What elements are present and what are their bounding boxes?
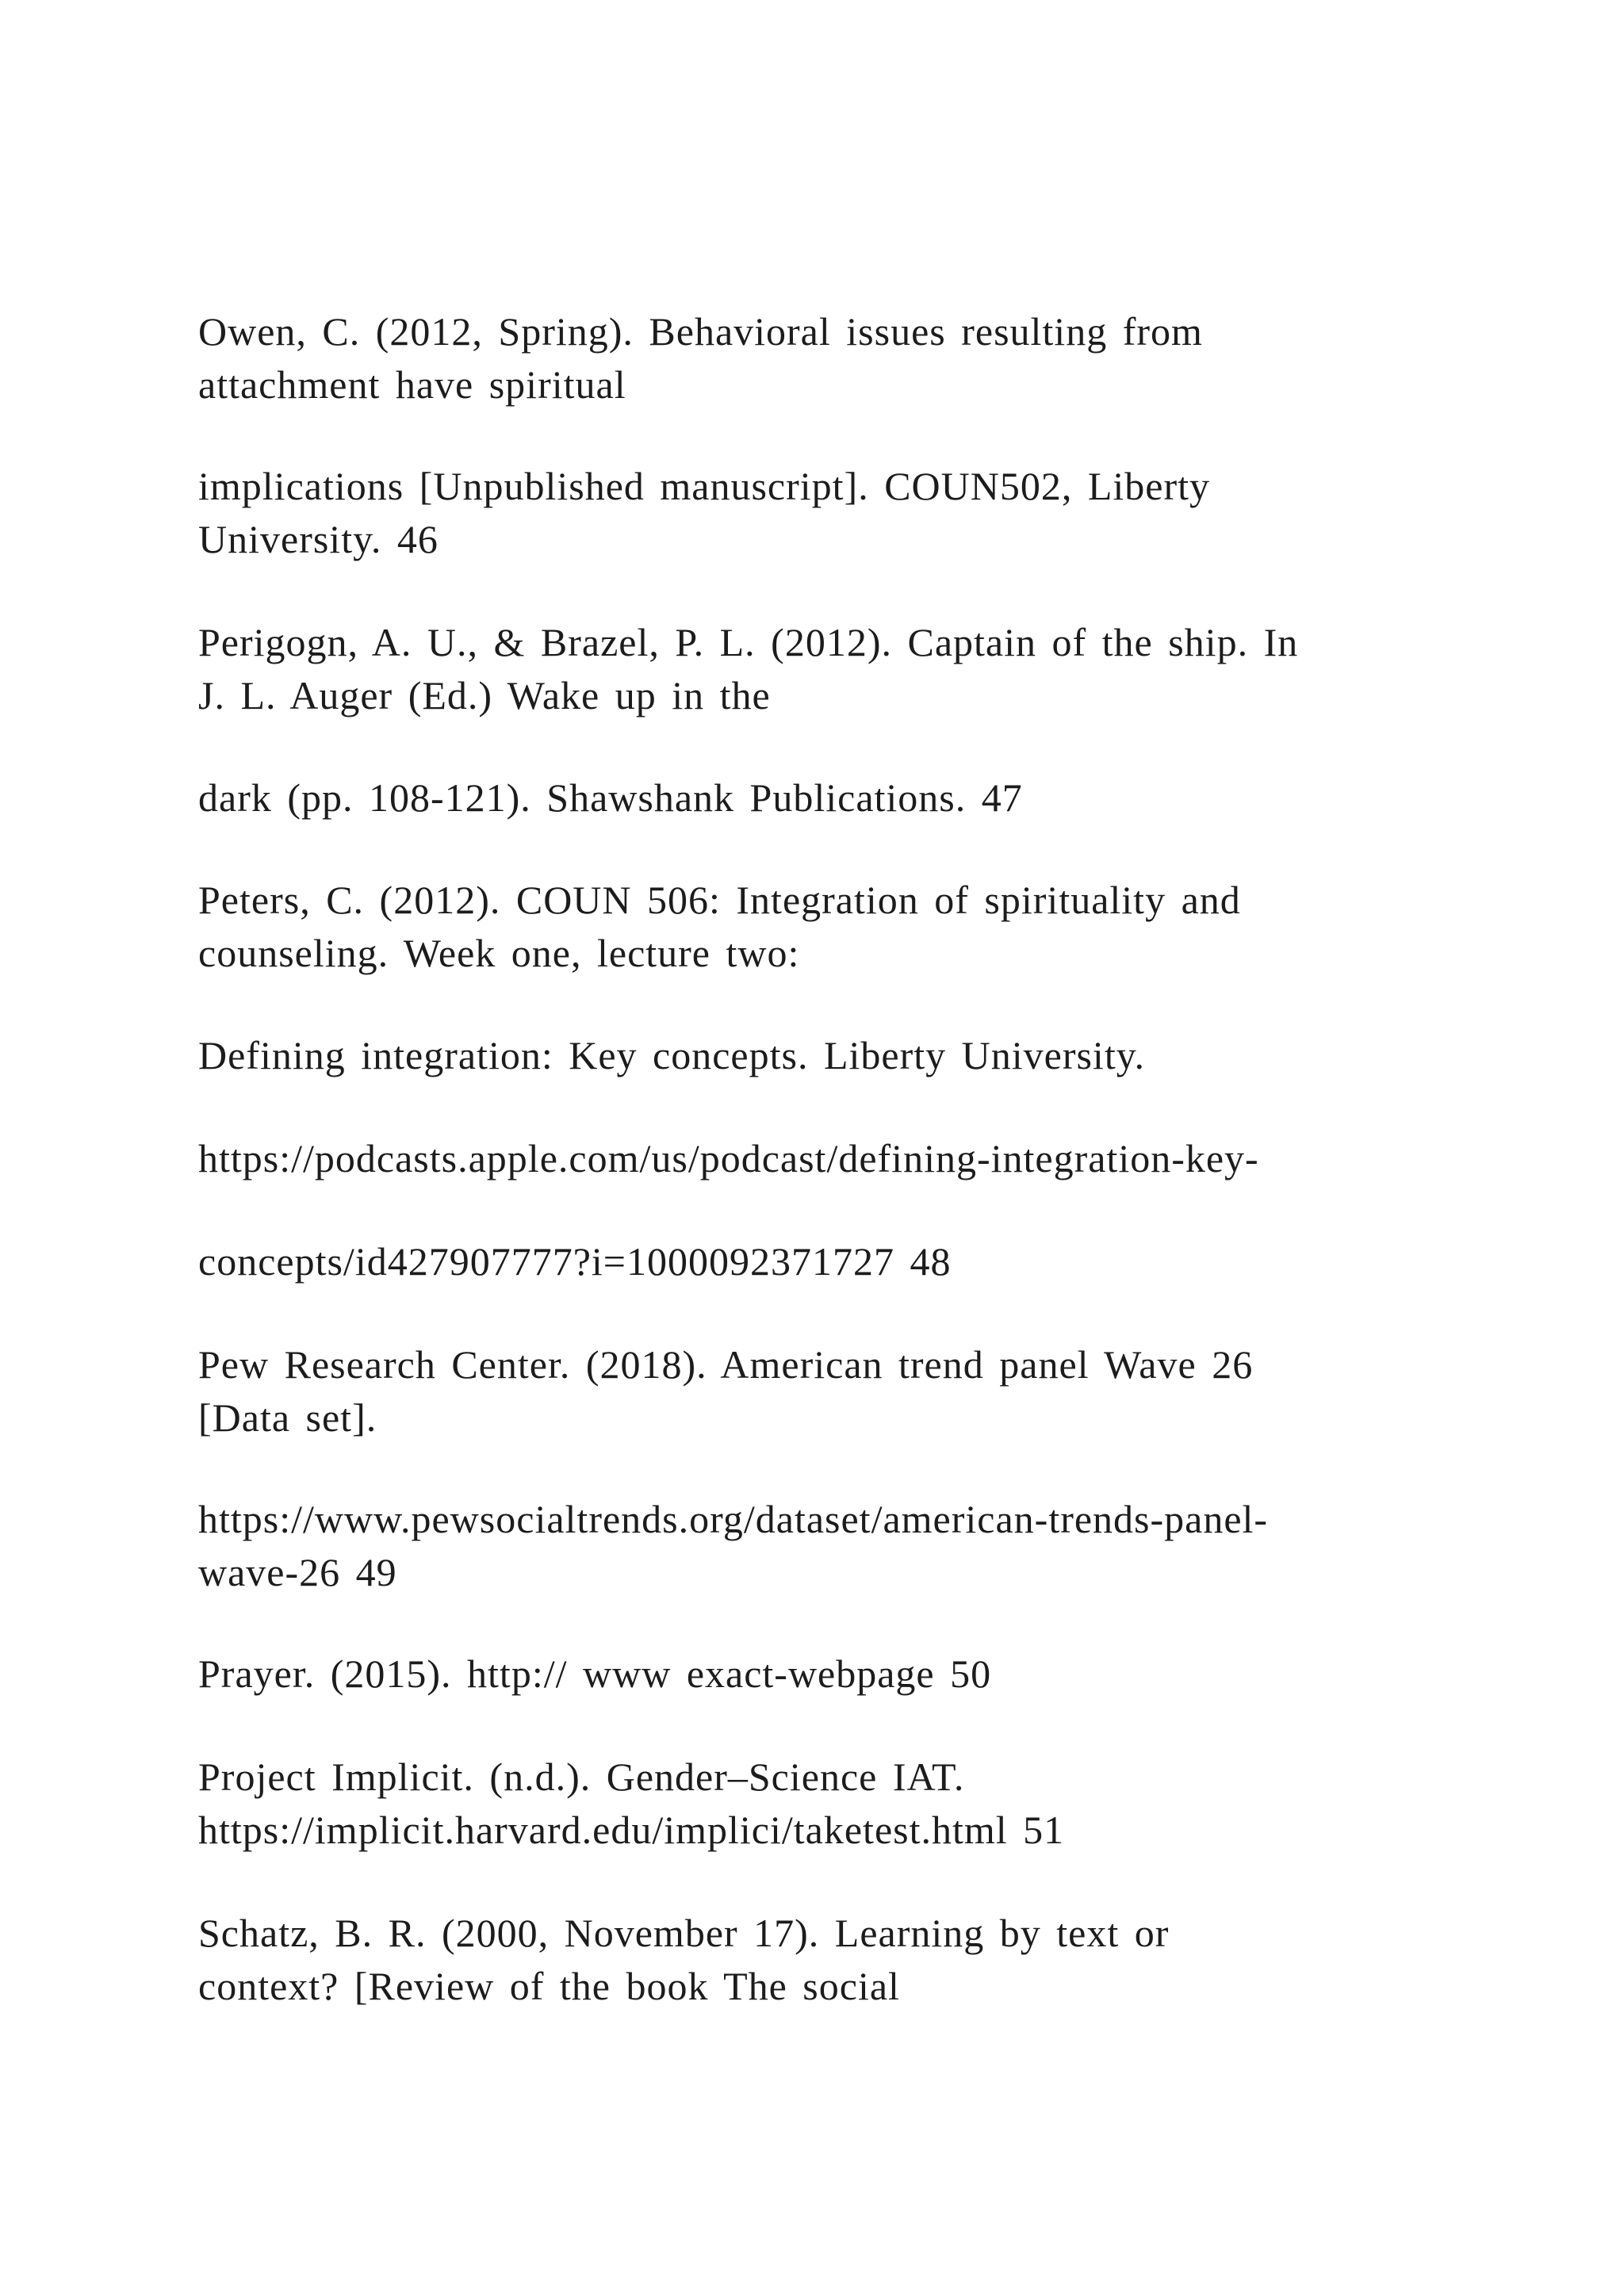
text-line: [Data set]. bbox=[198, 1395, 377, 1440]
text-line: Schatz, B. R. (2000, November 17). Learning by text or bbox=[198, 1911, 1170, 1955]
reference-peters-url1 bbox=[198, 1132, 1435, 1185]
text-line: https://www.pewsocialtrends.org/dataset/american-trends-panel- bbox=[198, 1497, 1269, 1541]
text-line: Pew Research Center. (2018). American trend panel Wave 26 bbox=[198, 1342, 1254, 1387]
text-line: University. 46 bbox=[198, 517, 439, 561]
text-line: counseling. Week one, lecture two: bbox=[198, 931, 800, 975]
reference-peters-line2 bbox=[198, 1029, 1435, 1082]
reference-schatz bbox=[198, 1907, 1435, 2013]
text-line: https://implicit.harvard.edu/implici/taketest.html 51 bbox=[198, 1808, 1065, 1852]
reference-perigogn-line1 bbox=[198, 616, 1435, 722]
reference-peters-url2 bbox=[198, 1235, 1435, 1288]
reference-project-implicit bbox=[198, 1751, 1435, 1857]
text-line: wave-26 49 bbox=[198, 1550, 397, 1594]
reference-owen-line2 bbox=[198, 460, 1435, 566]
text-line: Project Implicit. (n.d.). Gender–Science IAT. bbox=[198, 1755, 965, 1799]
text-line: concepts/id427907777?i=1000092371727 48 bbox=[198, 1239, 952, 1284]
text-line: Prayer. (2015). http:// www exact-webpage 50 bbox=[198, 1651, 992, 1696]
text-line: Defining integration: Key concepts. Liberty University. bbox=[198, 1033, 1145, 1077]
text-line: attachment have spiritual bbox=[198, 362, 626, 407]
text-line: Peters, C. (2012). COUN 506: Integration of spirituality and bbox=[198, 878, 1241, 922]
text-line: dark (pp. 108-121). Shawshank Publications. 47 bbox=[198, 775, 1023, 820]
text-line: J. L. Auger (Ed.) Wake up in the bbox=[198, 673, 771, 718]
reference-perigogn-line2 bbox=[198, 771, 1435, 825]
reference-peters-line1 bbox=[198, 874, 1435, 980]
text-line: Perigogn, A. U., & Brazel, P. L. (2012). Captain of the ship. In bbox=[198, 620, 1299, 664]
reference-prayer bbox=[198, 1647, 1435, 1701]
text-line: Owen, C. (2012, Spring). Behavioral issues resulting from bbox=[198, 309, 1203, 354]
text-line: context? [Review of the book The social bbox=[198, 1964, 900, 2008]
reference-pew-line1 bbox=[198, 1338, 1435, 1445]
text-line: implications [Unpublished manuscript]. COUN502, Liberty bbox=[198, 464, 1211, 508]
text-line: https://podcasts.apple.com/us/podcast/defining-integration-key- bbox=[198, 1136, 1259, 1181]
reference-pew-url bbox=[198, 1493, 1435, 1599]
reference-owen-line1 bbox=[198, 305, 1435, 411]
